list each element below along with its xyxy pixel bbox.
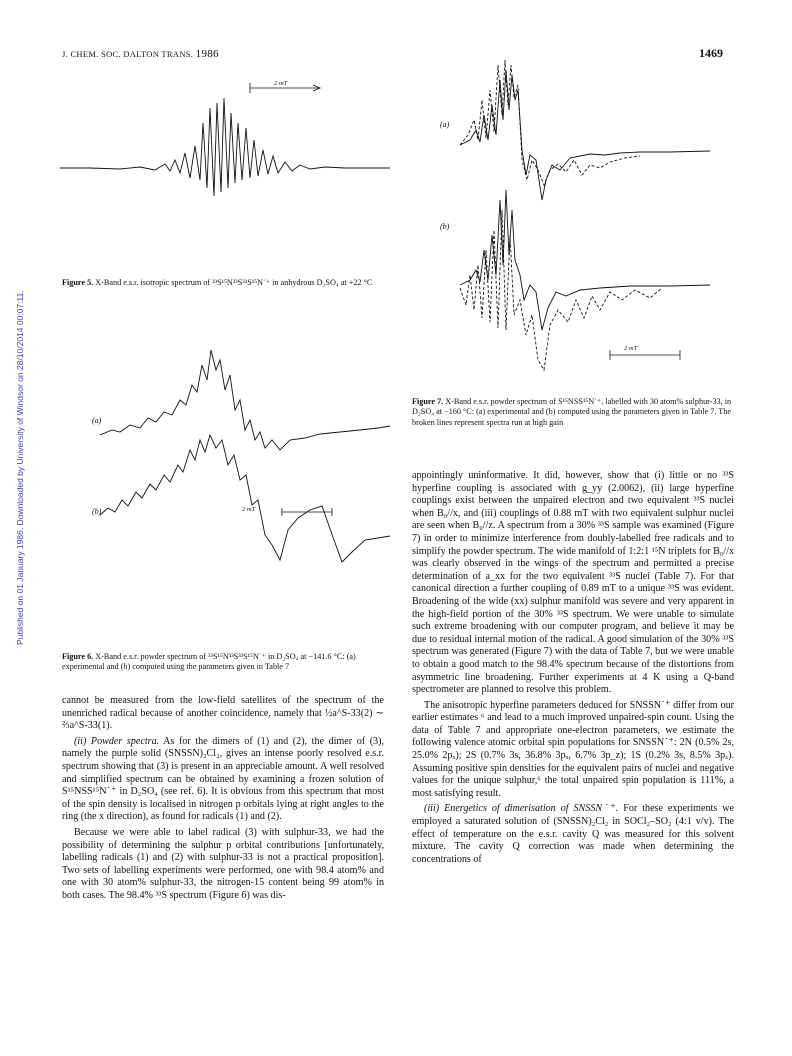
energetics-heading: (iii) Energetics of dimerisation of SNSSN˙⁺.	[424, 803, 619, 815]
page-number: 1469	[699, 46, 723, 60]
left-column-text	[62, 695, 384, 906]
figure-7-label-a: (a)	[440, 120, 450, 129]
left-paragraph-2	[62, 736, 384, 824]
figure-6-spectra	[60, 340, 400, 650]
right-paragraph-2: The anisotropic hyperfine parameters deduced for SNSSN˙⁺ differ from our earlier estimates ⁶ and lead to a much improved unpaired-spin count. Using the data of Table 7 and appropriate one-electron parameters, we estimate the following valence atomic orbital spin populations for SNSSN˙⁺: 2N (0.5% 2s, 25.0% 2pₓ); 2S (0.7% 3s, 36.8% 3pₓ, 6.7% 3p_z); 1S (0.2% 3s, 8.5% 3pₓ). Assuming positive spin densities for the equivalent pairs of nuclei and negative values for the unique sulphur,⁶ the total unpaired spin population is 111%, a most satisfying result.	[412, 699, 734, 799]
running-header	[62, 48, 219, 60]
figure-5-spectrum	[60, 68, 390, 198]
right-paragraph-1: appointingly uninformative. It did, however, show that (i) little or no ³³S hyperfine coupling is associated with g_yy (2.0062), (ii) large hyperfine couplings exist between the unpaired electron and two equivalent ³³S nuclei when B₀//x, and (iii) couplings of 0.88 mT with two equivalent sulphur nuclei are seen when B₀//z. A spectrum from a 30% ³³S sample was examined (Figure 7) in order to minimize interference from doubly-labelled free radicals and to simplify the powder spectrum. The wide manifold of 1:2:1 ¹⁵N triplets for B₀//x was clearly observed in the wings of the spectrum and permitted a precise determination of a_xx for the two equivalent ³³S nuclei (Table 7). For that canonical direction a further coupling of 0.89 mT to a unique ³³S was evident. Broadening of the wide (xx) sulphur manifold was severe and very apparent in the high-field portion of the 30% ³³S spectrum. We were unable to simulate such extreme broadening with our computer program, and believe it may be due to residual internal motion of the radical. A good simulation of the 30% ³³S spectrum was generated (Figure 7) with the data of Table 7, but we were unable to obtain a good match to the 98.4% spectrum because of the distortions from asymmetric line broadening. Further experiments at 4 K using a Q-band spectrometer are planned to resolve this problem.	[412, 470, 734, 696]
figure-6-label-b: (b)	[92, 507, 102, 516]
figure-5-caption-text: X-Band e.s.r. isotropic spectrum of ³³S¹⁵N³³S³³S¹⁵N˙⁺ in anhydrous D₂SO₄ at +22 °C	[95, 278, 373, 287]
figure-6-caption-text: X-Band e.s.r. powder spectrum of ³³S¹⁵N³³S³³S¹⁵N˙⁺ in D₂SO₄ at −141.6 °C: (a) experimental and (b) computed using the parameters given in Table 7	[62, 652, 356, 672]
left-paragraph-2-text: As for the dimers of (1) and (2), the dimer of (3), namely the purple solid (SNSSN)₂Cl₂, gives an intense poorly resolved e.s.r. spectrum showing that (3) is present in an appreciable amount. A well resolved and simplified spectrum can be obtained by examining a frozen solution of S¹⁵NSS¹⁵N˙⁺ in D₂SO₄ (see ref. 6). It is obvious from this spectrum that most of the spin density is localised in nitrogen p orbitals lying at right angles to the ring (the x direction), as found for radicals (1) and (2).	[62, 735, 384, 823]
figure-6-caption	[62, 652, 382, 673]
figure-5-caption	[62, 278, 382, 288]
figure-7-label-b: (b)	[440, 222, 450, 231]
figure-7-caption-lead: Figure 7.	[412, 397, 444, 406]
figure-6-caption-lead: Figure 6.	[62, 652, 94, 661]
right-column-text	[412, 470, 734, 869]
left-paragraph-3: Because we were able to label radical (3) with sulphur-33, we had the possibility of determining the sulphur p orbital contributions [unfortunately, labelling radicals (1) and (2) with sulphur-33 is not a practical proposition]. Two sets of labelling experiments were performed, one with 98.4 atom% and one with 30 atom% sulphur-33, the nitrogen-15 content being 99 atom% in both cases. The 98.4% ³³S spectrum (Figure 6) was dis-	[62, 826, 384, 901]
figure-7-caption-text: X-Band e.s.r. powder spectrum of S¹⁵NSS¹⁵N˙⁺, labelled with 30 atom% sulphur-33, in D₂SO₄ at −160 °C: (a) experimental and (b) computed using the parameters given in Table 7. The broken lines represent spectra run at high gain	[412, 397, 732, 427]
journal-name: J. CHEM. SOC. DALTON TRANS.	[62, 49, 194, 59]
figure-7-scale-label: 2 mT	[624, 345, 638, 352]
powder-spectra-heading: (ii) Powder spectra.	[74, 735, 160, 747]
figure-7-spectra	[440, 60, 740, 390]
figure-6-scale-label: 2 mT	[242, 506, 256, 513]
figure-5-caption-lead: Figure 5.	[62, 278, 94, 287]
left-paragraph-1: cannot be measured from the low-field satellites of the spectrum of the unenriched radical because of another coincidence, namely that ½a^S-33(2) ∼ ⅔a^S-33(1).	[62, 695, 384, 732]
download-notice: Published on 01 January 1986. Downloaded by University of Windsor on 28/10/2014 00:07:11.	[15, 290, 25, 645]
right-paragraph-3	[412, 803, 734, 866]
figure-6-label-a: (a)	[92, 416, 102, 425]
figure-5-scale-label: 2 mT	[274, 80, 288, 87]
journal-year: 1986	[195, 48, 219, 60]
figure-7-caption	[412, 397, 734, 428]
right-paragraph-3-text: For these experiments we employed a saturated solution of (SNSSN)₂Cl₂ in SOCl₂–SO₂ (4:1 v/v). The effect of temperature on the e.s.r. cavity Q was measured for this solvent mixture. The cavity Q correction was made when determining the concentrations of	[412, 803, 734, 865]
